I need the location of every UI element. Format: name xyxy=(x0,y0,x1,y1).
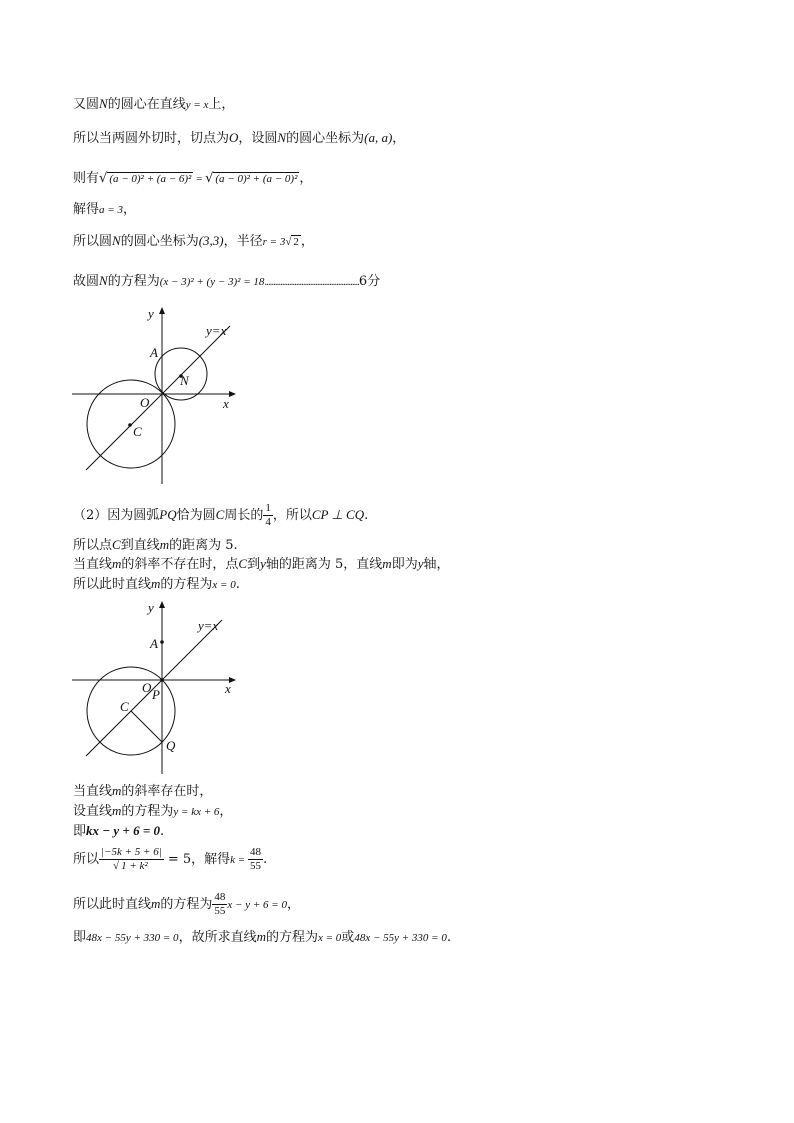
label-O: O xyxy=(142,680,152,695)
var-C: C xyxy=(238,556,248,571)
label-O: O xyxy=(140,395,150,410)
arc-PQ: PQ xyxy=(159,507,177,522)
text: 即 xyxy=(73,824,87,839)
text: 故圆 xyxy=(73,274,100,289)
var-N: N xyxy=(99,273,108,288)
line-13 xyxy=(73,822,164,841)
perpendicular: CP ⊥ CQ xyxy=(311,507,365,522)
label-N: N xyxy=(180,373,189,388)
label-line: y=x xyxy=(198,618,219,633)
text: 所以点 xyxy=(73,538,113,553)
text: = 5，解得 xyxy=(163,852,231,867)
equation: x = 0 xyxy=(212,579,236,591)
var-m: m xyxy=(112,556,122,571)
text: . xyxy=(262,852,268,867)
text: 的斜率不存在时，点 xyxy=(121,557,239,572)
text: 的圆心坐标为 xyxy=(286,131,365,146)
fraction-quarter: $\frac{1}{4}$ xyxy=(265,502,271,528)
equation: y = kx + 6 xyxy=(173,806,220,818)
point-C xyxy=(128,423,132,427)
text: 设直线 xyxy=(73,804,113,819)
text: . xyxy=(446,930,451,945)
var-m: m xyxy=(382,556,392,571)
text: 所以当两圆外切时，切点为 xyxy=(73,131,230,146)
text: 所以此时直线 xyxy=(73,577,152,592)
radius: r = 3 xyxy=(262,236,286,248)
score: 6分 xyxy=(358,274,381,289)
text: 即为 xyxy=(391,557,418,572)
line-14 xyxy=(73,846,267,873)
text: 的斜率存在时， xyxy=(121,784,213,799)
text: 又圆 xyxy=(73,97,100,112)
text: ， xyxy=(392,131,406,146)
radius-root: 2 xyxy=(293,236,299,248)
text: 当直线 xyxy=(73,784,113,799)
var-N: N xyxy=(277,130,287,145)
text: 的距离为 5. xyxy=(169,538,238,553)
text: . xyxy=(159,824,165,839)
text: 或 xyxy=(341,930,355,945)
var-N: N xyxy=(112,233,121,248)
line-5: 所以圆N的圆心坐标为(3,3)，半径r = 3√ 2 ， xyxy=(73,233,314,249)
line-11 xyxy=(73,782,212,801)
text: . xyxy=(235,577,240,592)
point-O xyxy=(160,678,164,682)
text: 所以此时直线 xyxy=(73,897,152,912)
text: 的方程为 xyxy=(160,577,213,592)
line-12 xyxy=(73,802,232,821)
text: 的方程为 xyxy=(160,897,213,912)
label-A: A xyxy=(150,345,158,360)
line-2 xyxy=(73,129,405,148)
text: ， xyxy=(299,171,313,186)
text: 的方程为 xyxy=(121,804,174,819)
label-x: x xyxy=(223,396,229,411)
text: 轴， xyxy=(423,557,450,572)
equation: y = x xyxy=(185,99,209,111)
label-y: y xyxy=(148,600,154,615)
equation: x = 0 xyxy=(317,932,342,944)
var-m: m xyxy=(159,537,170,552)
text: 所以 xyxy=(73,852,100,867)
text: ，故所求直线 xyxy=(178,930,257,945)
text: 所以圆 xyxy=(73,234,113,249)
sqrt-expr-2: (a − 0)² + (a − 0)² xyxy=(215,173,298,185)
text: （2）因为圆弧 xyxy=(73,508,160,523)
line-1 xyxy=(73,95,234,114)
text: 的圆心在直线 xyxy=(107,97,186,112)
equation: kx − y + 6 = 0 xyxy=(86,823,160,838)
label-C: C xyxy=(133,424,142,439)
line-9 xyxy=(73,555,450,574)
text: ， xyxy=(122,202,136,217)
label-Q: Q xyxy=(166,738,176,753)
var-y: y xyxy=(260,556,266,571)
label-P: P xyxy=(152,687,160,702)
text: 恰为圆 xyxy=(176,508,216,523)
text: 到直线 xyxy=(120,538,160,553)
text: . xyxy=(364,508,369,523)
equation: 48x − 55y + 330 = 0 xyxy=(354,932,447,944)
text: ， xyxy=(300,234,314,249)
point-A xyxy=(160,640,164,644)
var-m: m xyxy=(112,783,122,798)
distance-fraction: $\frac{|-5k + 5 + 6|}{\text{√ 1 + k²}}$ xyxy=(101,846,162,872)
coordinate: (3,3) xyxy=(198,233,224,248)
var-k: k = xyxy=(230,854,248,866)
sqrt-expr-1: (a − 0)² + (a − 6)² xyxy=(109,173,192,185)
line-3: 则有√ (a − 0)² + (a − 6)² = √ (a − 0)² + (a − 0)² ， xyxy=(73,171,313,186)
var-m: m xyxy=(151,576,161,591)
text: 的圆心坐标为 xyxy=(120,234,199,249)
text: ，半径 xyxy=(223,234,263,249)
text: 轴的距离为 5，直线 xyxy=(265,557,383,572)
text: ，所以 xyxy=(272,508,312,523)
text: 上， xyxy=(208,97,235,112)
text: 解得 xyxy=(73,202,100,217)
text: 的方程为 xyxy=(107,274,160,289)
text: ，设圆 xyxy=(238,131,278,146)
label-C: C xyxy=(120,699,129,714)
slope-fraction: $\frac{48}{55}$ xyxy=(214,891,226,917)
label-y: y xyxy=(148,306,154,321)
var-m: m xyxy=(112,803,122,818)
circle-equation: (x − 3)² + (y − 3)² = 18 xyxy=(159,276,265,288)
equation: 48x − 55y + 330 = 0 xyxy=(86,932,179,944)
figure-1 xyxy=(70,302,245,487)
var-N: N xyxy=(99,96,108,111)
coordinate: (a, a) xyxy=(364,130,393,145)
var-m: m xyxy=(151,896,161,911)
solution: a = 3 xyxy=(99,204,123,216)
line-6 xyxy=(73,272,380,291)
text: 即 xyxy=(73,930,87,945)
segment-CQ xyxy=(131,711,162,742)
line-15 xyxy=(73,891,300,918)
text: 则有 xyxy=(73,171,100,186)
text: 的方程为 xyxy=(265,930,318,945)
var-y: y xyxy=(417,556,424,571)
label-A: A xyxy=(150,636,158,651)
text: 当直线 xyxy=(73,557,113,572)
var-C: C xyxy=(112,537,121,552)
equals: = xyxy=(193,173,206,185)
text: ， xyxy=(219,804,233,819)
var-C: C xyxy=(215,507,225,522)
text: ， xyxy=(286,897,300,912)
var-O: O xyxy=(229,130,239,145)
label-x: x xyxy=(225,681,231,696)
leader-dots: ...................................................... xyxy=(264,276,359,288)
var-m: m xyxy=(256,929,266,944)
line-y-equals-x xyxy=(86,326,230,470)
label-line: y=x xyxy=(206,323,227,338)
line-7 xyxy=(73,502,368,529)
line-10 xyxy=(73,575,240,594)
k-fraction: $\frac{48}{55}$ xyxy=(249,846,261,872)
equation: x − y + 6 = 0 xyxy=(227,899,287,911)
figure-2 xyxy=(70,598,245,780)
text: 到 xyxy=(247,557,261,572)
line-4 xyxy=(73,201,136,219)
line-8 xyxy=(73,536,238,555)
line-16 xyxy=(73,928,451,947)
text: 周长的 xyxy=(224,508,264,523)
